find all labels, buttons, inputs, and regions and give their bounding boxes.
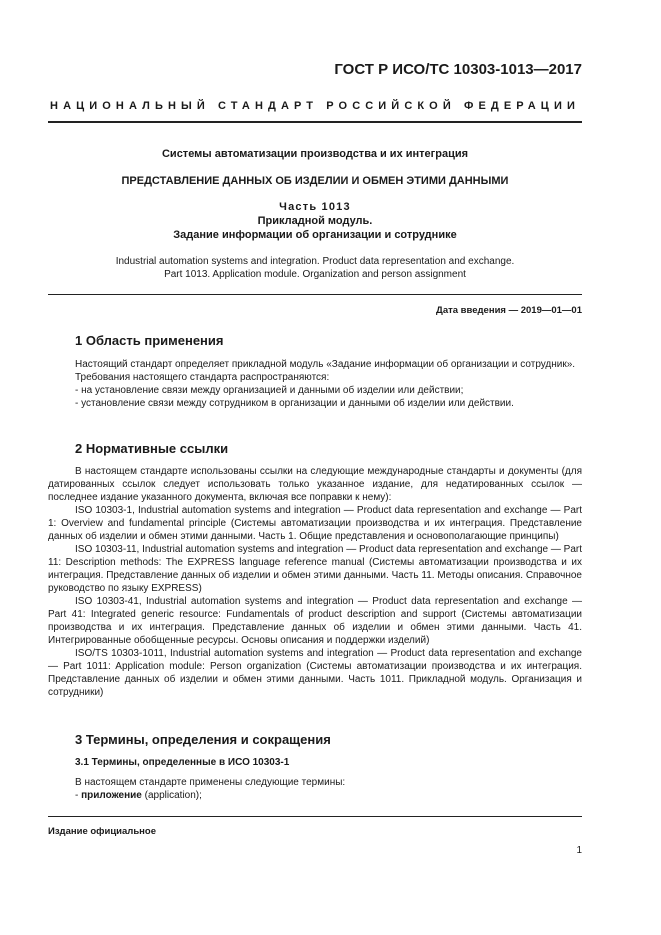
section-2-intro: В настоящем стандарте использованы ссылки на следующие международные стандарты и документы (для датированных ссылок следует использовать только указанное издание, для недатированных ссылок — последнее издание указанного документа, включая все поправки к нему): — [48, 466, 582, 503]
section-3-body — [48, 776, 582, 802]
section-3-heading: 3 Термины, определения и сокращения — [75, 732, 331, 747]
section-1-item-2: - установление связи между сотрудником в организации и данными об изделии или действии. — [75, 398, 514, 409]
title-subject: Задание информации об организации и сотруднике — [173, 229, 457, 241]
english-title-line2: Part 1013. Application module. Organization and person assignment — [164, 269, 466, 280]
page-number: 1 — [576, 845, 582, 856]
section-2-body — [48, 465, 582, 699]
title-rule — [48, 294, 582, 295]
section-3-1-heading: 3.1 Термины, определенные в ИСО 10303-1 — [75, 757, 290, 768]
section-1-intro: Настоящий стандарт определяет прикладной модуль «Задание информации об организации и сотрудник». — [75, 359, 576, 370]
term-suffix: (application); — [141, 790, 202, 801]
english-title-line1: Industrial automation systems and integration. Product data representation and exchange. — [115, 256, 515, 267]
term-prefix: - — [75, 790, 82, 801]
term-name: приложение — [81, 790, 142, 801]
title-module: Прикладной модуль. — [257, 215, 373, 227]
document-number: ГОСТ Р ИСО/ТС 10303-1013—2017 — [334, 61, 582, 78]
normative-reference: ISO 10303-41, Industrial automation systems and integration — Product data representation and exchange — Part 41: Integrated generic resource: Fundamentals of product description and support (Системы автоматизации производства и их интеграция. Представление данных об изделии и обмен этими данными. Часть 41. Интегрированные обобщенные ресурсы. Основы описания и поддержки изделий) — [48, 596, 582, 646]
header-rule — [48, 121, 582, 123]
footer-rule — [48, 816, 582, 817]
section-2-heading: 2 Нормативные ссылки — [75, 441, 229, 456]
title-part: Часть 1013 — [279, 201, 351, 213]
section-1-item-1: - на установление связи между организацией и данными об изделии или действии; — [75, 385, 464, 396]
official-edition-label: Издание официальное — [48, 826, 156, 837]
effective-date: Дата введения — 2019—01—01 — [436, 305, 582, 316]
title-main: ПРЕДСТАВЛЕНИЕ ДАННЫХ ОБ ИЗДЕЛИИ И ОБМЕН ЭТИМИ ДАННЫМИ — [121, 175, 509, 187]
title-series: Системы автоматизации производства и их интеграция — [161, 148, 469, 160]
normative-reference: ISO 10303-11, Industrial automation systems and integration — Product data representation and exchange — Part 11: Description methods: The EXPRESS language reference manual (Системы автоматизации производства и их интеграция. Представление данных об изделии и обмен этими данными. Часть 11. Методы описания. Справочное руководство по языку EXPRESS) — [48, 544, 582, 594]
section-1-body — [48, 358, 582, 410]
section-3-intro: В настоящем стандарте применены следующие термины: — [75, 777, 346, 788]
section-1-requirements: Требования настоящего стандарта распространяются: — [75, 372, 330, 383]
section-1-heading: 1 Область применения — [75, 333, 224, 348]
national-standard-banner: НАЦИОНАЛЬНЫЙ СТАНДАРТ РОССИЙСКОЙ ФЕДЕРАЦИИ — [50, 100, 580, 112]
term-entry — [48, 789, 582, 802]
normative-reference: ISO 10303-1, Industrial automation systems and integration — Product data representation and exchange — Part 1: Overview and fundamental principle (Системы автоматизации производства и их интеграция. Представление данных об изделии и обмен этими данными. Часть 1. Общие представления и основополагающие принципы) — [48, 505, 582, 542]
normative-reference: ISO/TS 10303-1011, Industrial automation systems and integration — Product data representation and exchange — Part 1011: Application module: Person organization (Системы автоматизации производства и их интеграция. Представление данных об изделии и обмен этими данными. Часть 1011. Прикладной модуль. Организация и сотрудники) — [48, 648, 582, 698]
